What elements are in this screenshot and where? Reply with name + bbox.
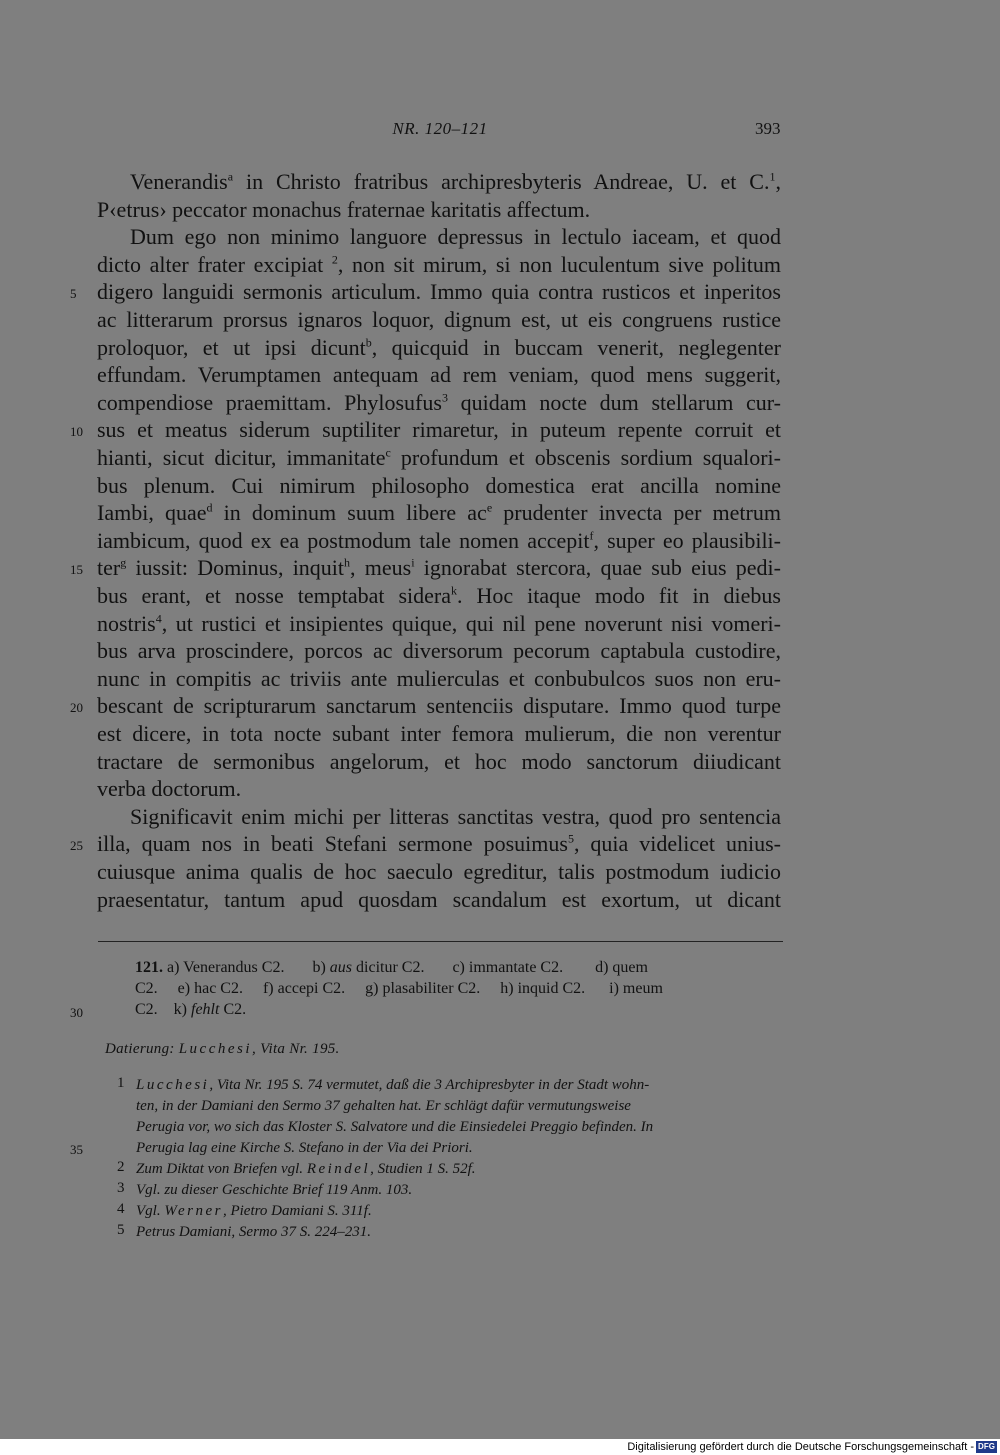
text-line: verba doctorum. — [97, 776, 242, 802]
page-number: 393 — [755, 119, 781, 138]
text-line: bus plenum. Cui nimirum philosopho domestica erat ancilla nomine — [97, 472, 781, 498]
text-line: nunc in compitis ac triviis ante mulierculas et conbubulcos suos non eru- — [97, 665, 781, 691]
running-header: NR. 120–121 — [392, 119, 488, 138]
text-line: compendiose praemittam. Phylosufus$^3$ quidam nocte dum stellarum cur- — [97, 389, 781, 415]
note-text: Perugia lag eine Kirche S. Stefano in der Via dei Priori. — [136, 1140, 473, 1156]
note-text: Lucchesi, Vita Nr. 195 S. 74 vermutet, daß die 3 Archipresbyter in der Stadt wohn- — [136, 1077, 650, 1093]
apparatus-line: C2. e) hac C2. f) accepi C2. g) plasabiliter C2. h) inquid C2. i) meum — [135, 980, 663, 997]
text-line: illa, quam nos in beati Stefani sermone posuimus$^5$, quia videlicet unius- — [97, 831, 781, 857]
text-line: cuiusque anima qualis de hoc saeculo egreditur, talis postmodum iudicio — [97, 859, 781, 884]
apparatus-line: 121. a) Venerandus C2. b) aus dicitur C2. c) immantate C2. d) quem — [135, 959, 648, 976]
text-line: bus arva proscindere, porcos ac diversorum pecorum captabula custodire, — [97, 638, 781, 664]
apparatus-divider — [98, 941, 783, 942]
text-line: hianti, sicut dicitur, immanitate$^c$ profundum et obscenis sordium squalori- — [97, 445, 781, 470]
line-number: 25 — [70, 838, 83, 854]
text-line: praesentatur, tantum apud quosdam scandalum est exortum, ut dicant — [97, 886, 781, 912]
text-line: digero languidi sermonis articulum. Immo quia contra rusticos et inperitos — [97, 279, 781, 305]
note-text: Vgl. zu dieser Geschichte Brief 119 Anm. 103. — [136, 1182, 413, 1198]
line-number: 10 — [70, 424, 83, 440]
text-line: Iambi, quae$^d$ in dominum suum libere $ac^e$ prudenter invecta per metrum — [97, 500, 781, 526]
note-number: 2 — [117, 1159, 125, 1175]
note-number: 4 — [117, 1201, 125, 1217]
apparatus-line: C2. k) fehlt C2. — [135, 1001, 247, 1018]
note-number: 1 — [117, 1075, 125, 1091]
line-number: 15 — [70, 562, 83, 578]
text-line: ac litterarum prorsus ignaros loquor, dignum est, ut eis congruens rustice — [97, 307, 781, 332]
text-line: bus erant, et nosse temptabat sidera$^k$. Hoc itaque modo fit in diebus — [97, 583, 781, 608]
line-number: 20 — [70, 700, 83, 716]
text-line: Venerandis$^a$ in Christo fratribus archipresbyteris Andreae, U. et C.$^1$, — [130, 169, 781, 194]
line-number: 5 — [70, 286, 77, 302]
text-line: Significavit enim michi per litteras sanctitas vestra, quod pro sentencia — [130, 803, 781, 829]
digitization-footer — [0, 1439, 1000, 1455]
note-text: ten, in der Damiani den Sermo 37 gehalten hat. Er schlägt dafür vermutungsweise — [136, 1098, 631, 1114]
note-text: Vgl. Werner, Pietro Damiani S. 311f. — [136, 1203, 372, 1219]
dating-note: Datierung: Lucchesi, Vita Nr. 195. — [105, 1041, 340, 1057]
text-line: proloquor, et ut ipsi dicunt$^b$, quicquid in buccam venerit, neglegenter — [97, 334, 782, 360]
text-line: iambicum, quod ex ea postmodum tale nomen accepit$^f$, super eo plausibili- — [97, 527, 781, 553]
text-line: effundam. Verumptamen antequam ad rem veniam, quod mens suggerit, — [97, 362, 781, 388]
text-line: tractare de sermonibus angelorum, et hoc modo sanctorum diiudicant — [97, 748, 781, 774]
text-line: ter$^g$ iussit: Dominus, inquit$^h$, meus$^i$ ignorabat stercora, quae sub eius pedi- — [97, 555, 781, 581]
note-number: 3 — [117, 1180, 125, 1196]
note-text: Petrus Damiani, Sermo 37 S. 224–231. — [136, 1224, 371, 1240]
text-line: Dum ego non minimo languore depressus in lectulo iaceam, et quod — [130, 224, 781, 250]
line-number: 35 — [70, 1142, 83, 1157]
text-line: bescant de scripturarum sanctarum sentenciis disputare. Immo quod turpe — [97, 693, 781, 719]
dfg-logo-icon: DFG — [976, 1441, 997, 1453]
footer-credit: Digitalisierung gefördert durch die Deutsche Forschungsgemeinschaft - — [627, 1441, 974, 1453]
note-number: 5 — [117, 1222, 125, 1238]
text-line: sus et meatus siderum suptiliter rimaretur, in puteum repente corruit et — [97, 417, 781, 443]
text-line: nostris$^4$, ut rustici et insipientes quique, qui nil pene noverunt nisi vomeri- — [97, 610, 781, 636]
text-line: dicto alter frater excipiat $^2$, non sit mirum, si non luculentum sive politum — [97, 251, 781, 277]
line-number: 30 — [70, 1005, 83, 1020]
note-text: Perugia vor, wo sich das Kloster S. Salvatore und die Einsiedelei Preggio befinden. In — [136, 1119, 654, 1135]
text-line: P‹etrus› peccator monachus fraternae karitatis affectum. — [97, 196, 591, 222]
note-text: Zum Diktat von Briefen vgl. Reindel, Studien 1 S. 52f. — [136, 1161, 476, 1177]
text-line: est dicere, in tota nocte subant inter femora mulierum, die non verentur — [97, 721, 781, 746]
